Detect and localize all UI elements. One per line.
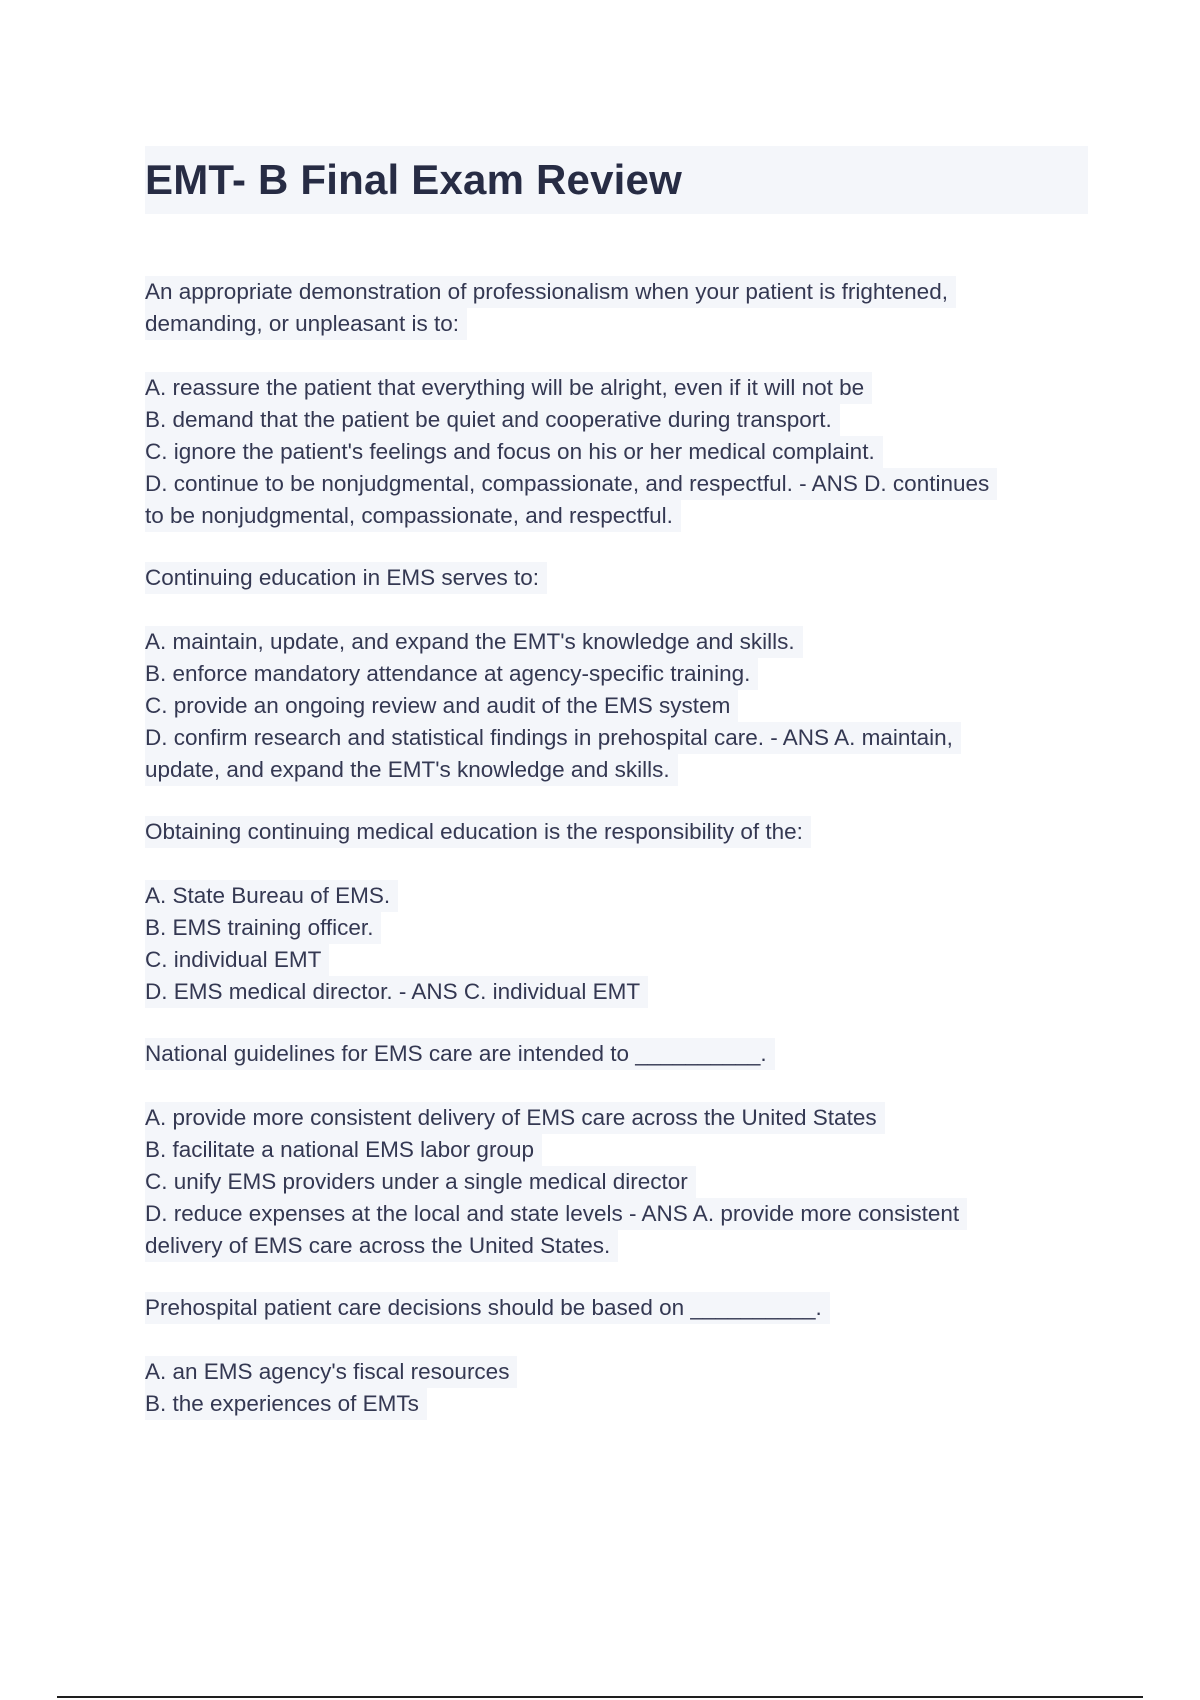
- option-line: A. State Bureau of EMS.: [145, 880, 1075, 912]
- answer-options: [145, 880, 1075, 1008]
- option-line: C. provide an ongoing review and audit of the EMS system: [145, 690, 1075, 722]
- question-line: Obtaining continuing medical education is the responsibility of the:: [145, 816, 1075, 848]
- question-block-4: [145, 1038, 1075, 1262]
- option-line: B. demand that the patient be quiet and cooperative during transport.: [145, 404, 1075, 436]
- option-line-with-answer: D. EMS medical director. - ANS C. individual EMT: [145, 976, 1075, 1008]
- answer-options: [145, 1356, 1075, 1420]
- option-line: A. provide more consistent delivery of EMS care across the United States: [145, 1102, 1075, 1134]
- question-line: National guidelines for EMS care are intended to __________.: [145, 1038, 1075, 1070]
- option-line: B. enforce mandatory attendance at agency-specific training.: [145, 658, 1075, 690]
- question-block-2: [145, 562, 1075, 786]
- question-line: Continuing education in EMS serves to:: [145, 562, 1075, 594]
- answer-options: [145, 1102, 1075, 1262]
- question-line: Prehospital patient care decisions should be based on __________.: [145, 1292, 1075, 1324]
- question-text: [145, 562, 1075, 594]
- question-text: [145, 1292, 1075, 1324]
- option-line: C. individual EMT: [145, 944, 1075, 976]
- question-text: [145, 816, 1075, 848]
- option-line-with-answer: D. confirm research and statistical findings in prehospital care. - ANS A. maintain,: [145, 722, 1075, 754]
- option-line: A. maintain, update, and expand the EMT's knowledge and skills.: [145, 626, 1075, 658]
- option-line: B. EMS training officer.: [145, 912, 1075, 944]
- answer-options: [145, 372, 1075, 532]
- question-text: [145, 276, 1075, 340]
- question-block-3: [145, 816, 1075, 1008]
- question-text: [145, 1038, 1075, 1070]
- page-title: EMT- B Final Exam Review: [145, 156, 682, 203]
- option-line: C. ignore the patient's feelings and focus on his or her medical complaint.: [145, 436, 1075, 468]
- footer-rule: [57, 1696, 1143, 1698]
- option-line: B. facilitate a national EMS labor group: [145, 1134, 1075, 1166]
- option-line: A. an EMS agency's fiscal resources: [145, 1356, 1075, 1388]
- answer-continuation: to be nonjudgmental, compassionate, and respectful.: [145, 500, 1075, 532]
- question-line: demanding, or unpleasant is to:: [145, 308, 1075, 340]
- option-line: B. the experiences of EMTs: [145, 1388, 1075, 1420]
- question-line: An appropriate demonstration of professionalism when your patient is frightened,: [145, 276, 1075, 308]
- option-line-with-answer: D. reduce expenses at the local and state levels - ANS A. provide more consistent: [145, 1198, 1075, 1230]
- answer-options: [145, 626, 1075, 786]
- answer-continuation: delivery of EMS care across the United States.: [145, 1230, 1075, 1262]
- question-list: [145, 276, 1075, 1450]
- question-block-1: [145, 276, 1075, 532]
- answer-continuation: update, and expand the EMT's knowledge and skills.: [145, 754, 1075, 786]
- option-line: A. reassure the patient that everything will be alright, even if it will not be: [145, 372, 1075, 404]
- option-line: C. unify EMS providers under a single medical director: [145, 1166, 1075, 1198]
- option-line-with-answer: D. continue to be nonjudgmental, compassionate, and respectful. - ANS D. continues: [145, 468, 1075, 500]
- question-block-5: [145, 1292, 1075, 1420]
